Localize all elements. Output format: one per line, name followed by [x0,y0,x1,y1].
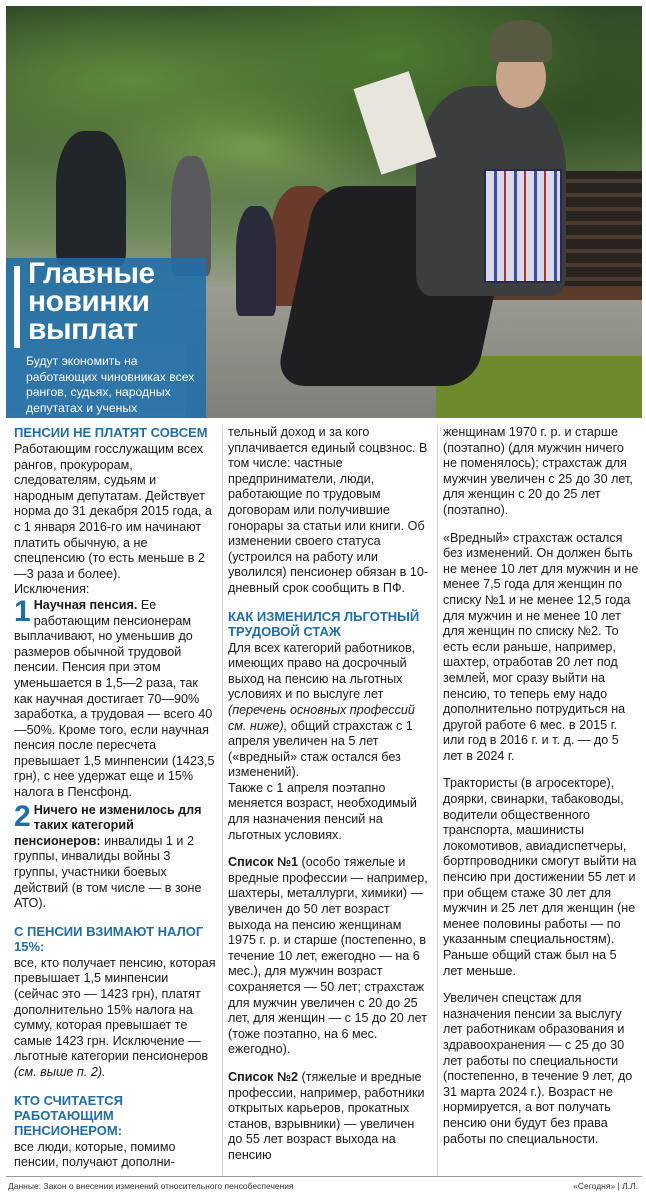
list-2 [228,1070,432,1164]
headline-title: Главные новинки выплат [28,257,155,346]
paragraph: «Вредный» страхстаж остался без изменений. Он должен быть не менее 10 лет для мужчин и не менее 7,5 года для женщин по списку №1 и не менее 12,5 года для мужчин и не менее 10 лет для женщин по списку №2. То есть если раньше, например, шахтер, отработав 20 лет под землей, мог сразу выйти на пенсию, то теперь ему надо дополнительно потрудиться на другой работе 6 мес. в 2015 г. или год в 2016 г. и т. д. — до 5 лет в 2024 г. [443,530,639,763]
source-note: Данные: Закон о внесении изменений относительного пенсобеспечения [8,1181,294,1191]
list-1 [228,855,432,1058]
headline-lead: Будут экономить на работающих чиновниках всех рангов, судьях, народных депутатах и ученых [26,354,195,415]
headline-box [6,258,206,418]
paragraph: Также с 1 апреля поэтапно меняется возраст, необходимый для назначения пенсий на льготных условиях. [228,780,417,842]
text-run-italic: (см. выше п. 2). [14,1064,106,1079]
text-run: все, кто получает пенсию, которая превышает 1,5 минпенсии (сейчас это — 1423 грн), платят дополнительно 15% налога на сумму, которая превышает те самые 1423 грн. Исключение — льготные категории пенсионеров [14,955,216,1064]
credit: «Сегодня» | Л.Л. [573,1181,638,1191]
column-divider [437,425,438,1177]
section-heading: ПЕНСИИ НЕ ПЛАТЯТ СОВСЕМ [14,425,208,440]
paragraph [228,641,432,781]
list-2-title: Список №2 [228,1069,298,1084]
paragraph: Увеличен спецстаж для назначения пенсии за выслугу лет работникам образования и здравоохранения — с 25 до 30 лет работы по специальности (постепенно, в течение 9 лет, до 31 марта 2024 г.). Возраст не нормируется, а вот получать пенсию они будут без права работы по специальности. [443,991,633,1146]
list-2-text: (тяжелые и вредные профессии, например, работники открытых карьеров, прокатных станов, взрывники) — увеличен до 55 лет возраст выхода на пенсию [228,1069,425,1162]
text-run: общий страхстаж с 1 апреля увеличен на 5 лет («вредный» стаж остался без изменений). [228,718,413,780]
paragraph: женщинам 1970 г. р. и старше (поэтапно) (для мужчин ничего не поменялось); страхстаж для мужчин увеличен с 25 до 30 лет, для женщин с 20 до 25 лет (поэтапно). [443,425,633,517]
column-1 [14,425,216,1183]
exception-item-1 [14,594,216,801]
item-number: 1 [14,594,31,628]
section-heading: КТО СЧИТАЕТСЯ РАБОТАЮЩИМ ПЕНСИОНЕРОМ: [14,1092,123,1138]
section-heading: КАК ИЗМЕНИЛСЯ ЛЬГОТНЫЙ ТРУДОВОЙ СТАЖ [228,608,420,639]
photo-bag [484,169,562,283]
item-bold-lead: Научная пенсия. [33,597,138,612]
column-divider [222,425,223,1177]
list-1-title: Список №1 [228,855,298,870]
item-text: Ее работающим пенсионерам выплачивают, но уменьшив до размеров обычной трудовой пенсии. Пенсия при этом уменьшается в 1,5—2 раза, так как научная достигает 70—90% заработка, а трудовая — всего 40—50%. Кроме того, если научная пенсия после пересчета превышает 1,5 минпенсии (1423,5 грн), с нее удержат еще и 15% налога в Пенсфонд. [14,597,215,800]
column-2 [228,425,432,1176]
paragraph: все люди, которые, помимо пенсии, получают дополни- [14,1139,176,1170]
column-3 [443,425,639,1159]
list-1-text: (особо тяжелые и вредные профессии — например, шахтеры, металлурги, химики) — увеличен до 50 лет возраст выхода на пенсию женщинам 1975 г. р. и старше (постепенно, в течение 10 лет, ежегодно — на 6 мес.), для мужчин возраст сохраняется — 50 лет; страхстаж для мужчин увеличен с 20 до 25 лет, для женщин — с 15 до 20 лет (тоже поэтапно, на 6 мес. ежегодно). [228,855,428,1057]
section-heading: С ПЕНСИИ ВЗИМАЮТ НАЛОГ 15%: [14,923,204,954]
paragraph: Трактористы (в агросекторе), доярки, свинарки, табаководы, водители общественного транспорта, машинисты локомотивов, авиадиспетчеры, бортпроводники смогут выйти на пенсию при достижении 55 лет и при общем стаже 30 лет для мужчин и 25 лет для женщин (не менее половины работы — по указанным специальностям). Раньше общий стаж был на 5 лет меньше. [443,776,637,978]
exception-item-2 [14,799,216,912]
paragraph: Работающим госслужащим всех рангов, прокурорам, следователям, судьям и народным депутатам. Действует норма до 31 декабря 2015 года, а с 1 января 2016-го им начинают платить обычную, а не спецпенсию (то есть меньше в 2—3 раза и более). [14,442,212,581]
item-number: 2 [14,799,31,833]
footer [6,1176,642,1191]
item-bold-lead: Ничего не изменилось для таких категорий пенсионеров: [14,802,202,848]
text-run: Для всех категорий работников, имеющих право на досрочный выход на пенсию на льготных условиях и по выслуге лет [228,640,416,702]
photo-bg-person [236,206,276,316]
photo-man-hat [490,20,552,62]
headline-accent-bar [14,266,20,348]
paragraph [14,956,216,1081]
item-text: инвалиды 1 и 2 группы, инвалиды войны 3 группы, участники боевых действий (в том числе — в зоне АТО). [14,833,202,911]
exceptions-label: Исключения: [14,582,90,597]
paragraph: тельный доход и за кого уплачивается единый соцвзнос. В том числе: частные предприниматели, люди, работающие по трудовым договорам или получившие гонорары за статьи или книги. Об изменении своего статуса (устроился на работу или уволился) пенсионер обязан в 10-дневный срок сообщить в ПФ. [228,425,429,595]
text-run-italic: (перечень основных профессий см. ниже), [228,702,415,733]
photo-bg-person [56,131,126,266]
